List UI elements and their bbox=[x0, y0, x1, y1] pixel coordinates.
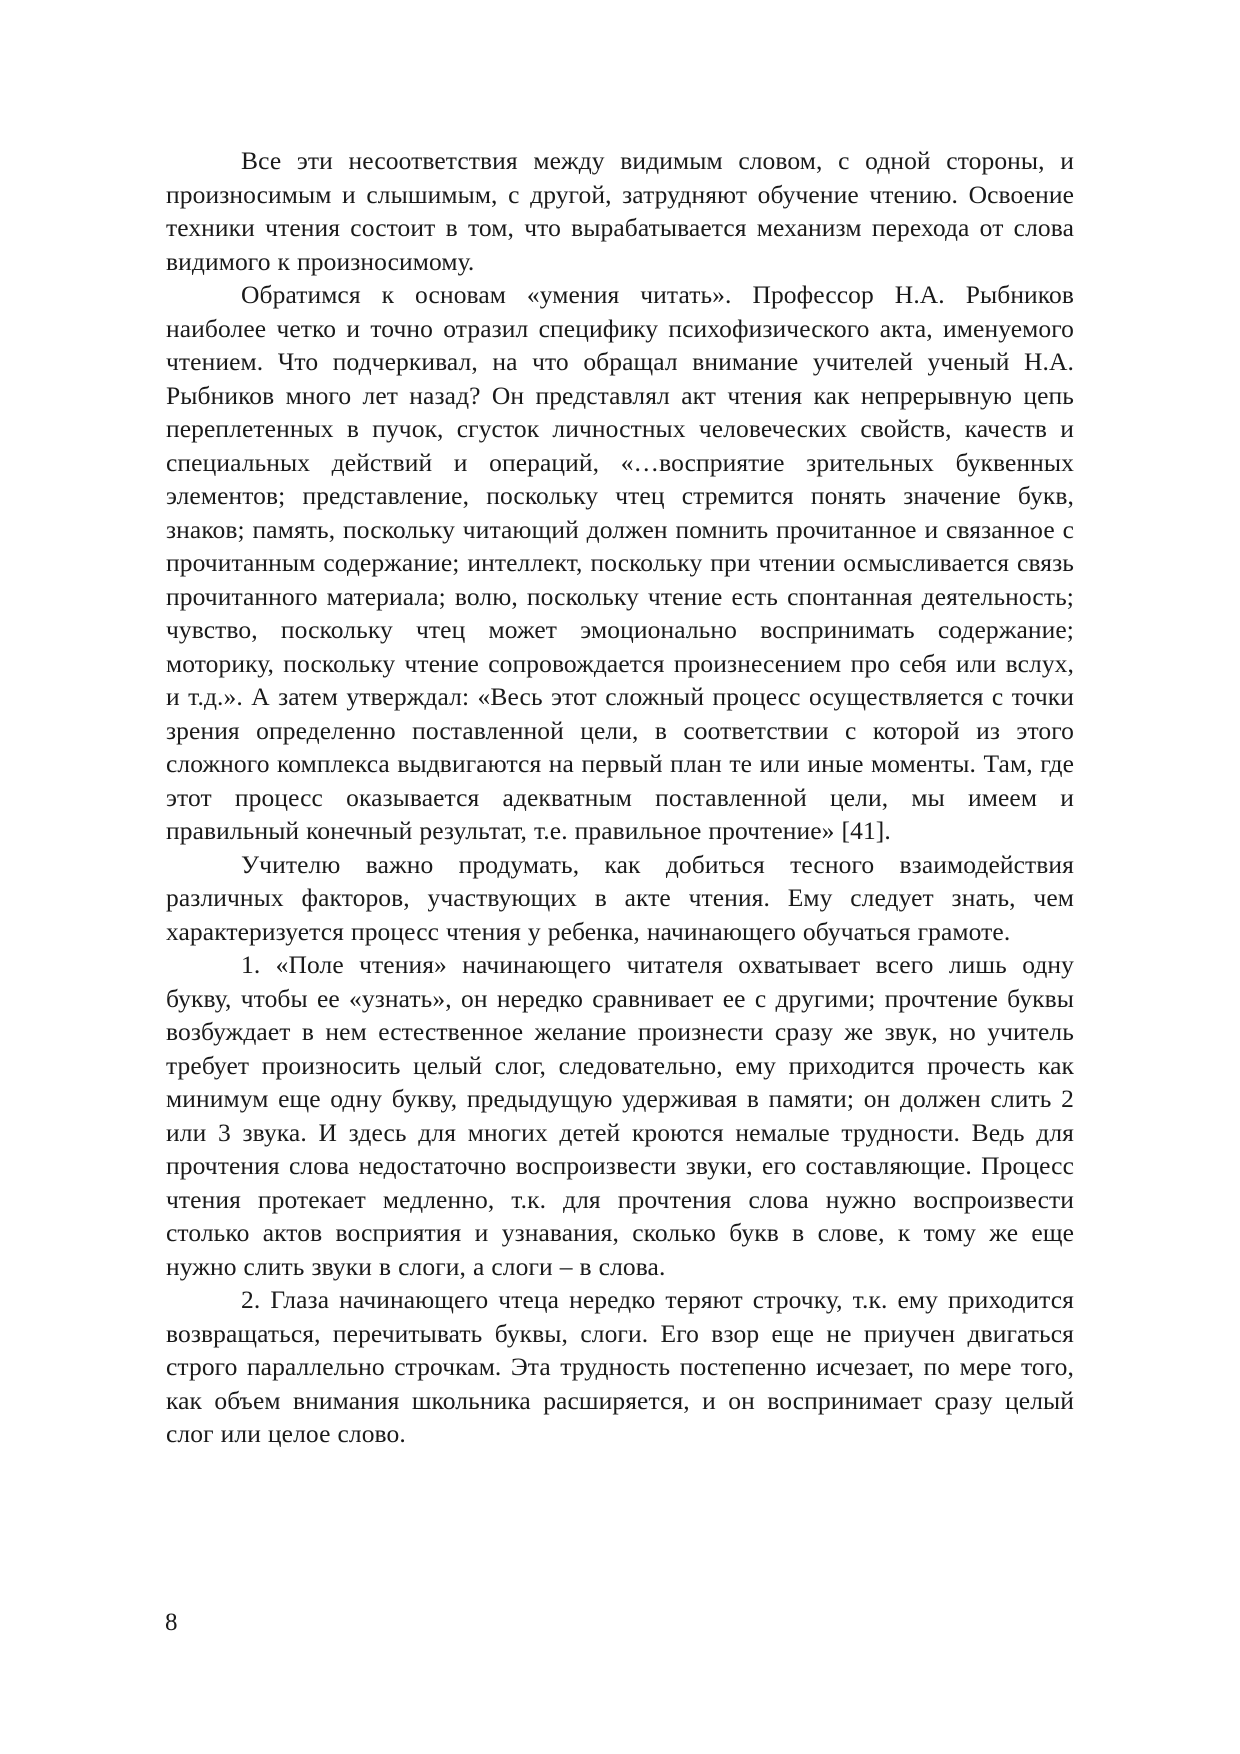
paragraph-3: Учителю важно продумать, как добиться тесного взаимодействия различных факторов, участвующих в акте чтения. Ему следует знать, чем характеризуется процесс чтения у ребенка, начинающего обучаться грамоте. bbox=[166, 849, 1074, 946]
paragraph-4-list-item-1: 1. «Поле чтения» начинающего читателя охватывает всего лишь одну букву, чтобы ее «узнать», он нередко сравнивает ее с другими; прочтение буквы возбуждает в нем естественное желание произнести сразу же звук, но учитель требует произносить целый слог, следовательно, ему приходится прочесть как минимум еще одну букву, предыдущую удерживая в памяти; он должен слить 2 или 3 звука. И здесь для многих детей кроются немалые трудности. Ведь для прочтения слова недостаточно воспроизвести звуки, его составляющие. Процесс чтения протекает медленно, т.к. для прочтения слова нужно воспроизвести столько актов восприятия и узнавания, сколько букв в слове, к тому же еще нужно слить звуки в слоги, а слоги – в слова. bbox=[166, 950, 1074, 1281]
page-number: 8 bbox=[165, 1609, 178, 1636]
paragraph-5-list-item-2: 2. Глаза начинающего чтеца нередко теряют строчку, т.к. ему приходится возвращаться, перечитывать буквы, слоги. Его взор еще не приучен двигаться строго параллельно строчкам. Эта трудность постепенно исчезает, по мере того, как объем внимания школьника расширяется, и он воспринимает сразу целый слог или целое слово. bbox=[166, 1285, 1074, 1448]
paragraph-2: Обратимся к основам «умения читать». Профессор Н.А. Рыбников наиболее четко и точно отразил специфику психофизического акта, именуемого чтением. Что подчеркивал, на что обращал внимание учителей ученый Н.А. Рыбников много лет назад? Он представлял акт чтения как непрерывную цепь переплетенных в пучок, сгусток личностных человеческих свойств, качеств и специальных действий и операций, «…восприятие зрительных буквенных элементов; представление, поскольку чтец стремится понять значение букв, знаков; память, поскольку читающий должен помнить прочитанное и связанное с прочитанным содержание; интеллект, поскольку при чтении осмысливается связь прочитанного материала; волю, поскольку чтение есть спонтанная деятельность; чувство, поскольку чтец может эмоционально воспринимать содержание; моторику, поскольку чтение сопровождается произнесением про себя или вслух, и т.д.». А затем утверждал: «Весь этот сложный процесс осуществляется с точки зрения определенно поставленной цели, в соответствии с которой из этого сложного комплекса выдвигаются на первый план те или иные моменты. Там, где этот процесс оказывается адекватным поставленной цели, мы имеем и правильный конечный результат, т.е. правильное прочтение» [41]. bbox=[166, 280, 1074, 845]
paragraph-1: Все эти несоответствия между видимым словом, с одной стороны, и произносимым и слышимым, с другой, затрудняют обучение чтению. Освоение техники чтения состоит в том, что вырабатывается механизм перехода от слова видимого к произносимому. bbox=[166, 146, 1074, 276]
body-text bbox=[166, 144, 1074, 1451]
